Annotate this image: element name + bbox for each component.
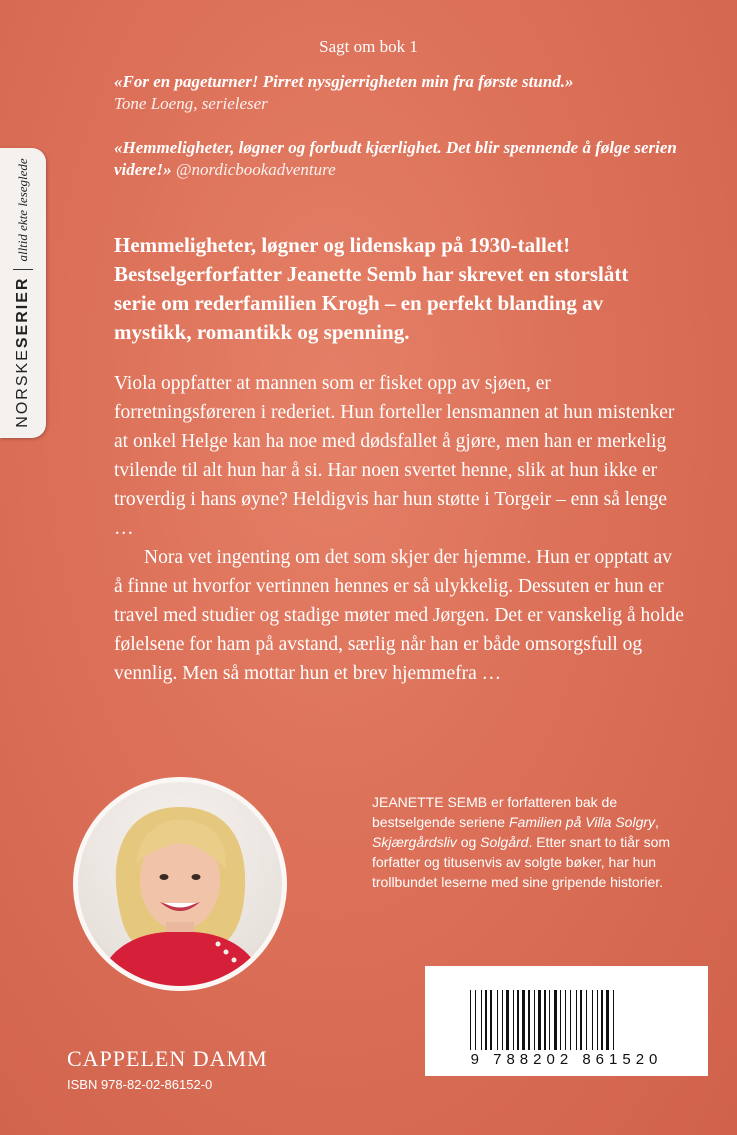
quote-source: @nordicbookadventure xyxy=(175,160,336,179)
quote-1 xyxy=(114,71,694,115)
quote-text: «Hemmeligheter, løgner og forbudt kjærlighet. Det blir spennende å følge serien videre!» xyxy=(114,138,677,179)
bio-text: er forfatteren bak de bestselgende seriene xyxy=(372,794,618,830)
series-tab xyxy=(0,148,46,438)
quote-text: «For en pageturner! Pirret nysgjerrigheten min fra første stund.» xyxy=(114,72,574,91)
series-title: Familien på Villa Solgry xyxy=(509,814,656,830)
series-title: Skjærgårdsliv xyxy=(372,834,457,850)
bio-text: . Etter snart to tiår som forfatter og titusenvis av solgte bøker, har hun trollbundet leserne med sine gripende historier. xyxy=(372,834,671,890)
bio-text: , xyxy=(655,814,659,830)
isbn: ISBN 978-82-02-86152-0 xyxy=(67,1077,213,1092)
author-photo xyxy=(73,777,287,991)
series-brand: NORSKESERIER xyxy=(14,276,31,428)
blurb-paragraph: Nora vet ingenting om det som skjer der hjemme. Hun er opptatt av å finne ut hvorfor vertinnen hennes er så ulykkelig. Dessuten er hun er travel med studier og stadige møter med Jørgen. Det er vanskelig å holde følelsene for ham på avstand, særlig når han er både omsorgsfull og vennlig. Men så mottar hun et brev hjemmefra … xyxy=(114,547,684,684)
barcode-digits: 9 788202 861520 xyxy=(470,1051,663,1068)
bio-text: og xyxy=(456,834,481,850)
author-name: JEANETTE SEMB xyxy=(372,794,488,810)
series-title: Solgård xyxy=(480,834,529,850)
quote-source: Tone Loeng, serieleser xyxy=(114,94,268,113)
blurb-paragraph: Viola oppfatter at mannen som er fisket opp av sjøen, er forretningsføreren i rederiet. Hun forteller lensmannen at hun mistenker at onkel Helge kan ha noe med dødsfallet å gjøre, men han er merkelig tvilende til alt hun har å si. Har noen svertet henne, slik at hun ikke er troverdig i hans øyne? Heldigvis har hun støtte i Torgeir – enn så lenge … xyxy=(114,373,675,539)
blurb-body xyxy=(114,369,684,688)
quote-2 xyxy=(114,137,714,181)
lead-paragraph: Hemmeligheter, løgner og lidenskap på 1930-tallet! Bestselgerforfatter Jeanette Semb har skrevet en storslått serie om rederfamilien Krogh – en perfekt blanding av mystikk, romantikk og spenning. xyxy=(114,233,629,344)
tab-divider xyxy=(13,269,33,270)
series-tagline: alltid ekte leseglede xyxy=(15,158,30,262)
quotes-header: Sagt om bok 1 xyxy=(319,37,418,56)
barcode xyxy=(425,966,708,1076)
author-portrait-illustration xyxy=(78,782,282,986)
author-bio xyxy=(372,792,682,892)
publisher-logo: CAPPELEN DAMM xyxy=(67,1046,268,1071)
